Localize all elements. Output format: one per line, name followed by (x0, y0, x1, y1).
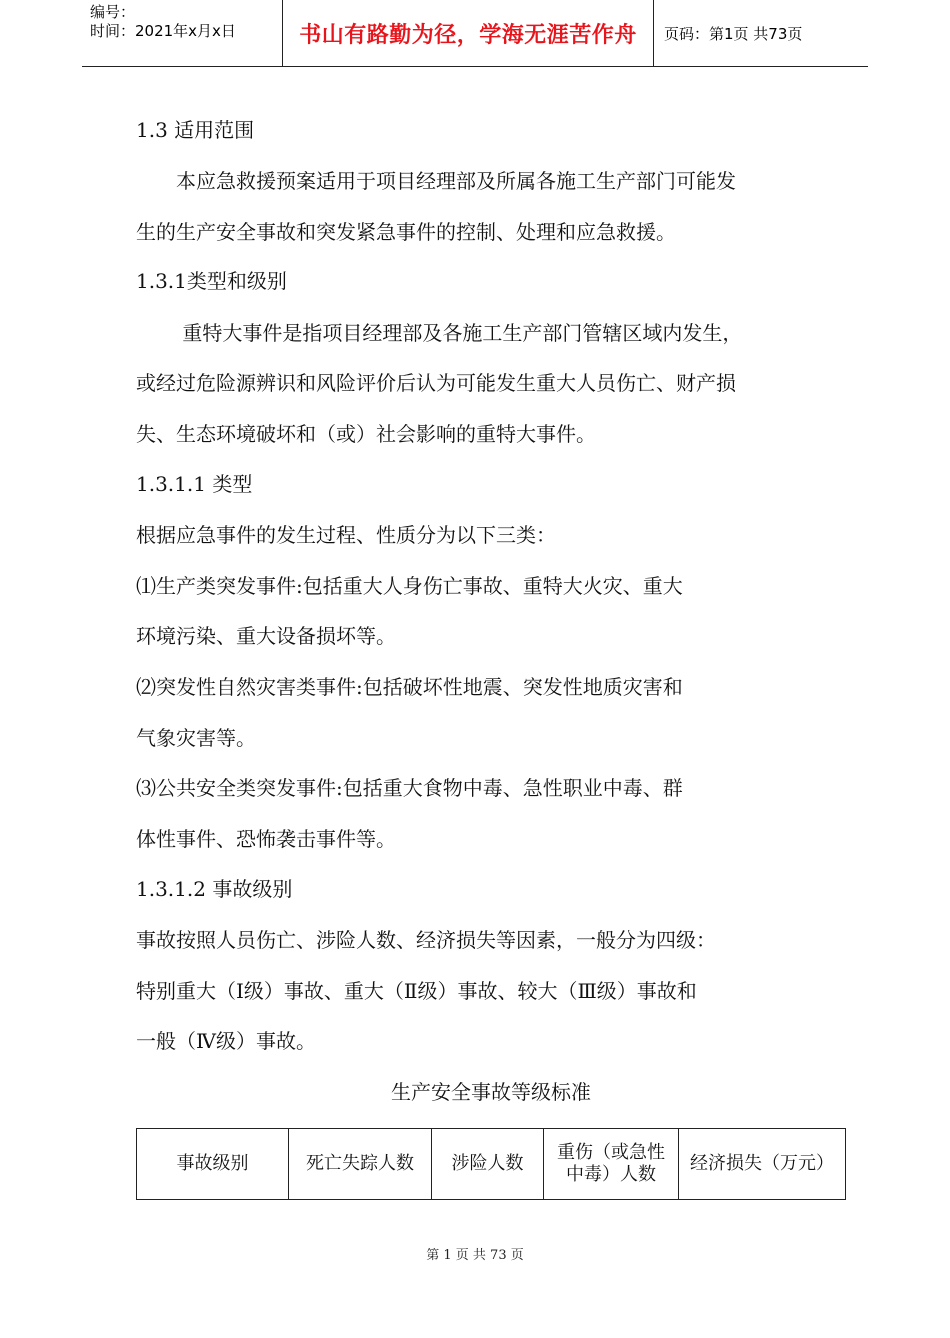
table-header-cell: 重伤（或急性中毒）人数 (544, 1129, 679, 1200)
table-header-cell: 涉险人数 (432, 1129, 544, 1200)
subsection-heading: 1.3.1.1 类型 (136, 472, 253, 496)
accident-grade-table (136, 1128, 846, 1200)
subsection-heading: 1.3.1.2 事故级别 (136, 877, 293, 901)
list-item-line: 气象灾害等。 (136, 726, 256, 750)
paragraph-line: 一般（Ⅳ级）事故。 (136, 1029, 316, 1053)
paragraph-line: 根据应急事件的发生过程、性质分为以下三类： (136, 523, 556, 547)
table-caption: 生产安全事故等级标准 (391, 1080, 591, 1104)
paragraph-line: 生的生产安全事故和突发紧急事件的控制、处理和应急救援。 (136, 220, 676, 244)
table-header-row (137, 1129, 846, 1200)
subsection-heading: 1.3.1类型和级别 (136, 269, 287, 293)
paragraph-line: 特别重大（Ⅰ级）事故、重大（Ⅱ级）事故、较大（Ⅲ级）事故和 (136, 979, 697, 1003)
paragraph-line: 或经过危险源辨识和风险评价后认为可能发生重大人员伤亡、财产损 (136, 371, 736, 395)
table-header-cell: 经济损失（万元） (679, 1129, 846, 1200)
header-page-info: 页码：第1页 共73页 (664, 25, 803, 43)
list-item-line: ⑵突发性自然灾害类事件:包括破坏性地震、突发性地质灾害和 (136, 675, 683, 699)
page-header (82, 0, 868, 67)
header-motto: 书山有路勤为径，学海无涯苦作舟 (299, 23, 637, 48)
table-header-cell: 事故级别 (137, 1129, 289, 1200)
section-heading: 1.3 适用范围 (136, 118, 255, 142)
paragraph-line: 事故按照人员伤亡、涉险人数、经济损失等因素，一般分为四级： (136, 928, 716, 952)
list-item-line: 体性事件、恐怖袭击事件等。 (136, 827, 396, 851)
list-item-line: ⑴生产类突发事件:包括重大人身伤亡事故、重特大火灾、重大 (136, 574, 683, 598)
page-footer: 第 1 页 共 73 页 (426, 1248, 524, 1263)
header-date-label: 时间：2021年x月x日 (90, 22, 236, 40)
header-meta (90, 3, 236, 41)
paragraph-line: 本应急救援预案适用于项目经理部及所属各施工生产部门可能发 (136, 169, 736, 193)
list-item-line: 环境污染、重大设备损坏等。 (136, 624, 396, 648)
list-item-line: ⑶公共安全类突发事件:包括重大食物中毒、急性职业中毒、群 (136, 776, 683, 800)
header-number-label: 编号： (90, 3, 136, 21)
paragraph-line: 失、生态环境破坏和（或）社会影响的重特大事件。 (136, 422, 596, 446)
paragraph-line: 重特大事件是指项目经理部及各施工生产部门管辖区域内发生， (136, 321, 743, 345)
table-header-cell: 死亡失踪人数 (289, 1129, 432, 1200)
